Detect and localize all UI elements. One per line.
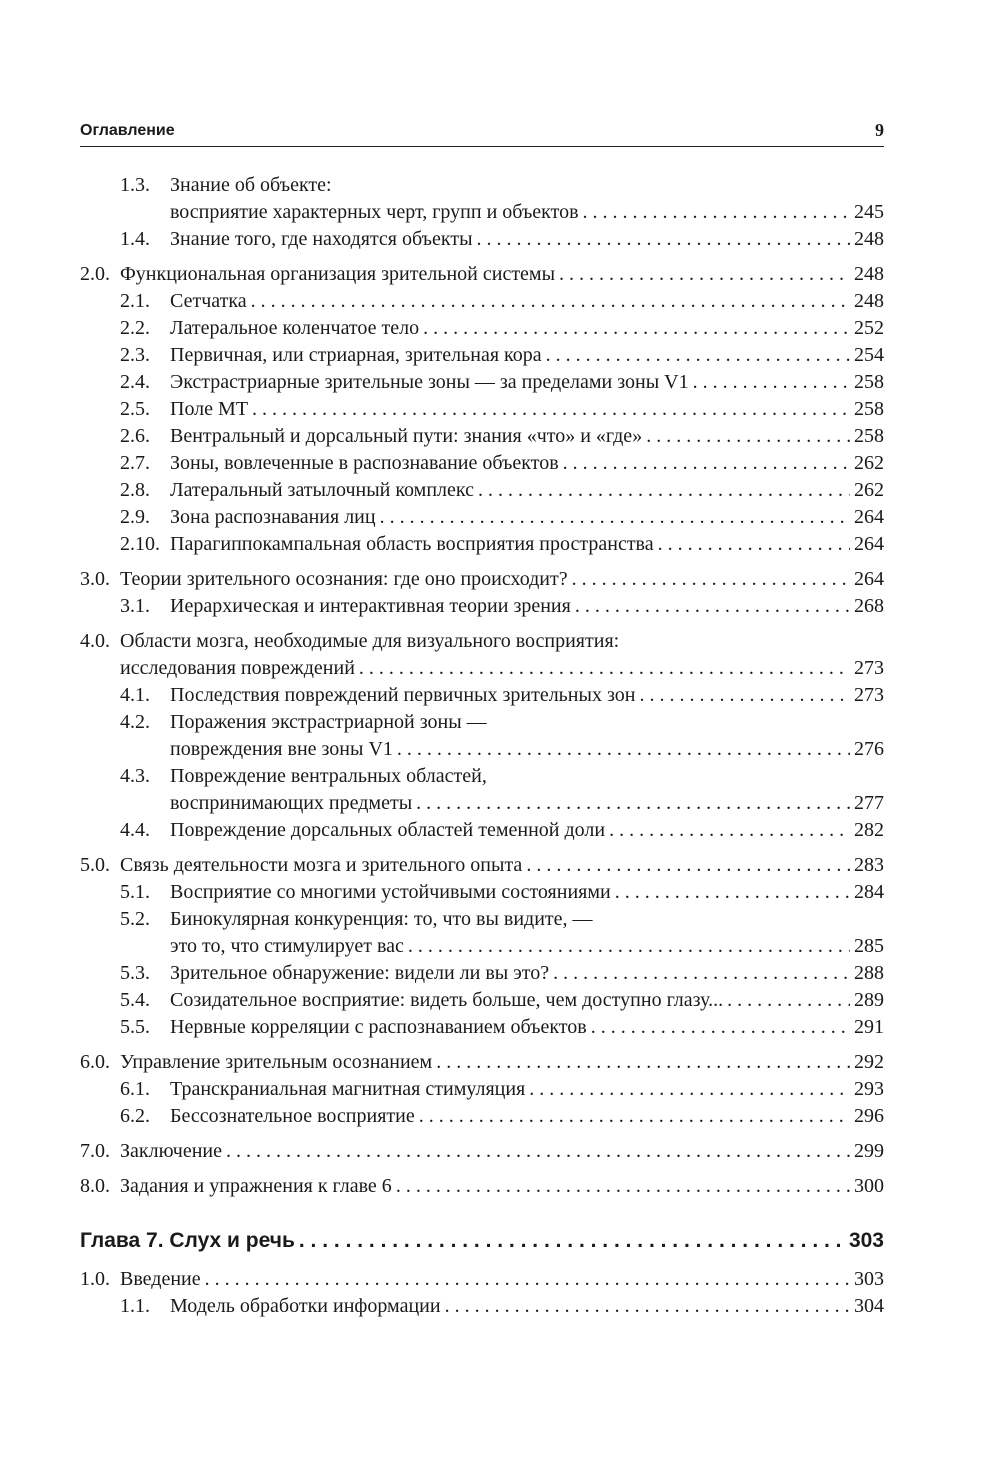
toc-number: 1.4. [120, 228, 150, 250]
toc-section [80, 1173, 884, 1200]
toc-page-number: 276 [854, 738, 884, 760]
toc-title: Знание того, где находятся объекты [170, 228, 473, 250]
toc-page-number: 273 [854, 657, 884, 679]
toc-title: Функциональная организация зрительной системы [120, 263, 556, 285]
toc-entry [80, 628, 884, 682]
toc-page-number: 264 [854, 568, 884, 590]
toc-number: 2.2. [120, 317, 150, 339]
toc-entry [80, 477, 884, 504]
toc-number: 4.4. [120, 819, 150, 841]
dot-leader [572, 566, 850, 593]
toc-number: 2.0. [80, 263, 110, 285]
toc-title: Латеральный затылочный комплекс [170, 479, 474, 501]
toc-title-line: Бинокулярная конкуренция: то, что вы видите, — [170, 908, 593, 930]
toc-entry [80, 1014, 884, 1041]
dot-leader [609, 817, 850, 844]
toc-title: Управление зрительным осознанием [120, 1051, 433, 1073]
toc-page-number: 262 [854, 452, 884, 474]
dot-leader [397, 736, 850, 763]
toc-title: Модель обработки информации [170, 1295, 441, 1317]
toc-number: 5.5. [120, 1016, 150, 1038]
toc-title: Иерархическая и интерактивная теории зрения [170, 595, 571, 617]
toc-entry [80, 1138, 884, 1165]
toc-entry [80, 172, 884, 226]
toc-entry [80, 450, 884, 477]
toc-entry [80, 226, 884, 253]
dot-leader [693, 369, 850, 396]
dot-leader [529, 1076, 850, 1103]
dot-leader [615, 879, 850, 906]
toc-entry [80, 709, 884, 763]
toc-page-number: 258 [854, 425, 884, 447]
toc-entry [80, 423, 884, 450]
toc-page-number: 283 [854, 854, 884, 876]
toc-number: 2.7. [120, 452, 150, 474]
toc-number: 2.6. [120, 425, 150, 447]
toc-title: Транскраниальная магнитная стимуляция [170, 1078, 526, 1100]
toc-title: Заключение [120, 1140, 222, 1162]
toc-title: Введение [120, 1268, 201, 1290]
toc-title: Сетчатка [170, 290, 247, 312]
toc-title: Зрительное обнаружение: видели ли вы это? [170, 962, 550, 984]
dot-leader [526, 852, 850, 879]
toc-number: 8.0. [80, 1175, 110, 1197]
dot-leader [727, 987, 850, 1014]
toc-title: Первичная, или стриарная, зрительная кора [170, 344, 542, 366]
toc-entry [80, 960, 884, 987]
toc-title: Зона распознавания лиц [170, 506, 376, 528]
toc-title: Латеральное коленчатое тело [170, 317, 420, 339]
toc-title: исследования повреждений [120, 657, 355, 679]
toc-number: 2.4. [120, 371, 150, 393]
dot-leader [408, 933, 850, 960]
toc-entry [80, 1049, 884, 1076]
toc-title: Теории зрительного осознания: где оно происходит? [120, 568, 568, 590]
toc-number: 4.0. [80, 630, 110, 652]
toc-number: 2.1. [120, 290, 150, 312]
toc-entry [80, 261, 884, 288]
toc-section [80, 261, 884, 558]
dot-leader [583, 199, 850, 226]
dot-leader [416, 790, 850, 817]
dot-leader [477, 226, 850, 253]
toc-number: 6.1. [120, 1078, 150, 1100]
toc-title-line: Области мозга, необходимые для визуального восприятия: [120, 630, 620, 652]
toc-number: 6.0. [80, 1051, 110, 1073]
toc-title: Задания и упражнения к главе 6 [120, 1175, 392, 1197]
dot-leader [205, 1266, 850, 1293]
toc-page-number: 264 [854, 533, 884, 555]
toc-title: Повреждение дорсальных областей теменной доли [170, 819, 606, 841]
toc-entry [80, 288, 884, 315]
dot-leader [478, 477, 850, 504]
toc-number: 5.3. [120, 962, 150, 984]
toc-section [80, 628, 884, 844]
dot-leader [563, 450, 850, 477]
toc-number: 3.0. [80, 568, 110, 590]
toc-entry [80, 315, 884, 342]
toc-page-number: 303 [854, 1268, 884, 1290]
toc-title: Поле МТ [170, 398, 249, 420]
toc-page-number: 300 [854, 1175, 884, 1197]
toc-title-line: Поражения экстрастриарной зоны — [170, 711, 487, 733]
toc-title: Зоны, вовлеченные в распознавание объектов [170, 452, 559, 474]
toc-entry [80, 396, 884, 423]
toc-entry [80, 593, 884, 620]
toc-page-number: 248 [854, 290, 884, 312]
toc-entry [80, 1266, 884, 1293]
dot-leader [380, 504, 850, 531]
toc-entry [80, 1076, 884, 1103]
toc-page-number: 254 [854, 344, 884, 366]
dot-leader [226, 1138, 850, 1165]
toc-entry [80, 342, 884, 369]
header-title: Оглавление [80, 122, 175, 139]
toc-entry [80, 1173, 884, 1200]
toc-number: 4.1. [120, 684, 150, 706]
toc-page-number: 264 [854, 506, 884, 528]
toc-section [80, 1266, 884, 1320]
running-header [80, 120, 884, 147]
toc-page-number: 245 [854, 201, 884, 223]
dot-leader [639, 682, 850, 709]
toc-title: Связь деятельности мозга и зрительного опыта [120, 854, 523, 876]
toc-title: восприятие характерных черт, групп и объектов [170, 201, 579, 223]
toc-page-number: 296 [854, 1105, 884, 1127]
toc-title: Последствия повреждений первичных зрительных зон [170, 684, 636, 706]
toc-number: 2.9. [120, 506, 150, 528]
dot-leader [658, 531, 850, 558]
dot-leader [396, 1173, 850, 1200]
toc-number: 5.0. [80, 854, 110, 876]
toc-page-number: 299 [854, 1140, 884, 1162]
toc-entry [80, 879, 884, 906]
toc-entry [80, 763, 884, 817]
toc-page-number: 282 [854, 819, 884, 841]
table-of-contents [80, 172, 884, 1328]
toc-title: Вентральный и дорсальный пути: знания «что» и «где» [170, 425, 643, 447]
toc-entry [80, 906, 884, 960]
toc-title: это то, что стимулирует вас [170, 935, 404, 957]
toc-title-line: Знание об объекте: [170, 174, 332, 196]
dot-leader [251, 288, 850, 315]
toc-page-number: 289 [854, 989, 884, 1011]
toc-page-number: 248 [854, 228, 884, 250]
toc-page-number: 258 [854, 371, 884, 393]
dot-leader [546, 342, 850, 369]
toc-title: Восприятие со многими устойчивыми состояниями [170, 881, 611, 903]
dot-leader [359, 655, 850, 682]
toc-title: воспринимающих предметы [170, 792, 413, 814]
toc-page-number: 273 [854, 684, 884, 706]
toc-entry [80, 817, 884, 844]
dot-leader [299, 1226, 845, 1256]
toc-entry [80, 1226, 884, 1256]
toc-number: 1.1. [120, 1295, 150, 1317]
toc-number: 1.0. [80, 1268, 110, 1290]
toc-page-number: 248 [854, 263, 884, 285]
toc-number: 4.2. [120, 711, 150, 733]
toc-number: 1.3. [120, 174, 150, 196]
toc-title: Созидательное восприятие: видеть больше, чем доступно глазу... [170, 989, 724, 1011]
toc-page-number: 277 [854, 792, 884, 814]
toc-title-line: Повреждение вентральных областей, [170, 765, 487, 787]
toc-number: 7.0. [80, 1140, 110, 1162]
dot-leader [436, 1049, 850, 1076]
dot-leader [419, 1103, 850, 1130]
toc-page-number: 293 [854, 1078, 884, 1100]
toc-section [80, 852, 884, 1041]
dot-leader [591, 1014, 850, 1041]
toc-page-number: 268 [854, 595, 884, 617]
toc-page-number: 288 [854, 962, 884, 984]
toc-number: 2.8. [120, 479, 150, 501]
dot-leader [423, 315, 850, 342]
toc-number: 5.2. [120, 908, 150, 930]
toc-title: Экстрастриарные зрительные зоны — за пределами зоны V1 [170, 371, 689, 393]
toc-entry [80, 566, 884, 593]
dot-leader [559, 261, 850, 288]
toc-title: повреждения вне зоны V1 [170, 738, 393, 760]
toc-section [80, 1049, 884, 1130]
toc-section [80, 566, 884, 620]
header-page-number: 9 [875, 120, 884, 140]
toc-page-number: 262 [854, 479, 884, 501]
toc-number: 2.3. [120, 344, 150, 366]
toc-page-number: 258 [854, 398, 884, 420]
toc-entry [80, 531, 884, 558]
toc-entry [80, 1103, 884, 1130]
dot-leader [553, 960, 850, 987]
toc-entry [80, 369, 884, 396]
toc-entry [80, 682, 884, 709]
toc-number: 5.4. [120, 989, 150, 1011]
toc-number: 5.1. [120, 881, 150, 903]
toc-title: Бессознательное восприятие [170, 1105, 415, 1127]
toc-page-number: 285 [854, 935, 884, 957]
dot-leader [445, 1293, 850, 1320]
toc-number: 2.10. [120, 533, 160, 555]
toc-page-number: 252 [854, 317, 884, 339]
toc-title: Парагиппокампальная область восприятия пространства [170, 533, 654, 555]
toc-page-number: 292 [854, 1051, 884, 1073]
toc-page-number: 284 [854, 881, 884, 903]
dot-leader [252, 396, 850, 423]
toc-number: 3.1. [120, 595, 150, 617]
toc-section [80, 172, 884, 253]
toc-entry [80, 987, 884, 1014]
toc-title: Нервные корреляции с распознаванием объектов [170, 1016, 587, 1038]
toc-page-number: 303 [848, 1229, 884, 1252]
toc-page-number: 304 [854, 1295, 884, 1317]
chapter-heading [80, 1226, 884, 1256]
chapter-title: Глава 7. Слух и речь [80, 1229, 295, 1252]
toc-entry [80, 852, 884, 879]
toc-number: 2.5. [120, 398, 150, 420]
toc-page-number: 291 [854, 1016, 884, 1038]
toc-number: 4.3. [120, 765, 150, 787]
toc-section [80, 1138, 884, 1165]
dot-leader [646, 423, 850, 450]
toc-entry [80, 1293, 884, 1320]
toc-number: 6.2. [120, 1105, 150, 1127]
toc-entry [80, 504, 884, 531]
dot-leader [575, 593, 850, 620]
